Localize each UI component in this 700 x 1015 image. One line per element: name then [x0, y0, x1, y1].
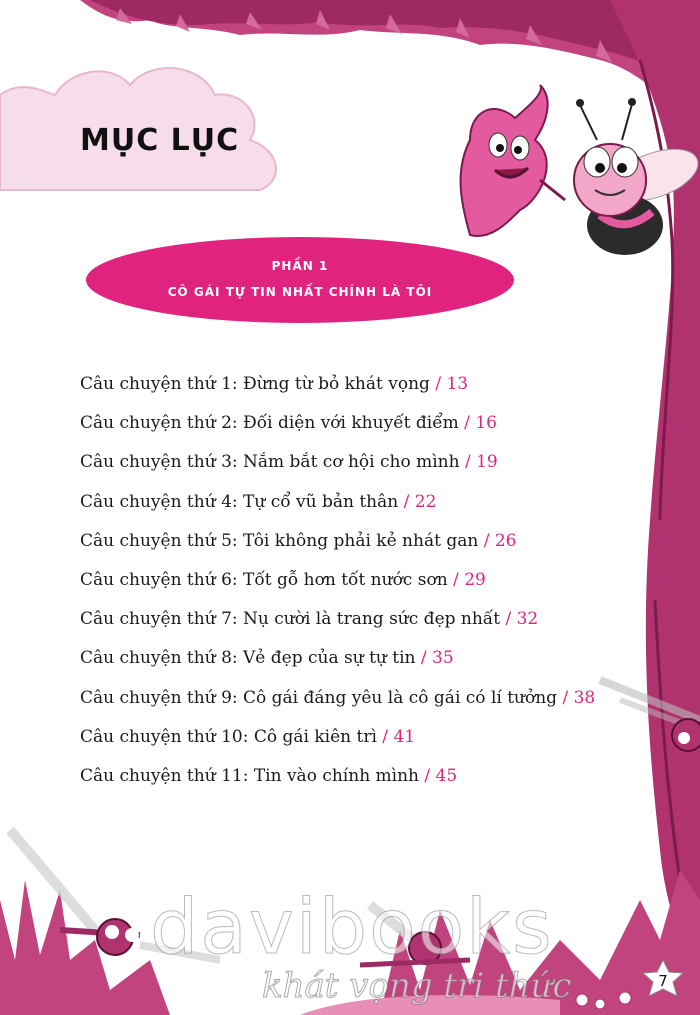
toc-item-title: Câu chuyện thứ 10: Cô gái kiên trì: [80, 726, 377, 747]
toc-separator: /: [500, 609, 517, 630]
toc-separator: /: [419, 765, 436, 786]
toc-item-title: Câu chuyện thứ 1: Đừng từ bỏ khát vọng: [80, 374, 430, 394]
page-number: 7: [658, 972, 668, 990]
part-label: PHẦN 1: [271, 259, 329, 273]
toc-item: [80, 688, 640, 727]
toc-item-title: Câu chuyện thứ 8: Vẻ đẹp của sự tự tin: [80, 648, 416, 669]
toc-separator: /: [478, 530, 495, 551]
toc-item-title: Câu chuyện thứ 7: Nụ cười là trang sức đẹp nhất: [80, 609, 501, 630]
toc-item: [80, 648, 640, 687]
toc-item-title: Câu chuyện thứ 6: Tốt gỗ hơn tốt nước sơn: [80, 569, 448, 590]
toc-item-title: Câu chuyện thứ 4: Tự cổ vũ bản thân: [80, 491, 399, 512]
toc-item: [80, 766, 640, 805]
toc-item-page: 29: [464, 569, 486, 590]
toc-separator: /: [557, 687, 574, 708]
toc-item-page: 32: [516, 609, 539, 630]
toc-separator: /: [398, 491, 415, 512]
toc-item: [80, 609, 640, 648]
toc-item-page: 16: [475, 413, 497, 434]
toc-separator: /: [429, 374, 447, 394]
toc-item-page: 38: [573, 687, 596, 708]
germ-character: [461, 85, 565, 236]
toc-item-page: 35: [432, 648, 454, 669]
page-title: MỤC LỤC: [80, 123, 240, 158]
toc-item-page: 19: [476, 452, 498, 473]
toc-item-page: 22: [414, 491, 437, 512]
toc-item-title: Câu chuyện thứ 5: Tôi không phải kẻ nhát gan: [80, 530, 479, 551]
toc-item: [80, 374, 640, 413]
toc-item: [80, 531, 640, 570]
toc-separator: /: [458, 413, 476, 434]
watermark-brand: davibooks: [150, 882, 554, 971]
toc-item-title: Câu chuyện thứ 9: Cô gái đáng yêu là cô gái có lí tưởng: [80, 687, 558, 708]
part-subtitle: CÔ GÁI TỰ TIN NHẤT CHÍNH LÀ TÔI: [167, 285, 433, 299]
toc-separator: /: [459, 452, 477, 473]
toc-item: [80, 492, 640, 531]
toc-item: [80, 452, 640, 491]
toc-separator: /: [376, 726, 394, 747]
toc-item: [80, 727, 640, 766]
toc-item-title: Câu chuyện thứ 11: Tin vào chính mình: [80, 765, 419, 786]
toc-separator: /: [415, 648, 433, 669]
toc-item: [80, 413, 640, 452]
toc-item-title: Câu chuyện thứ 2: Đối diện với khuyết điểm: [80, 413, 459, 434]
watermark-slogan: khát vọng tri thức: [262, 966, 572, 1006]
toc-item-page: 13: [446, 374, 469, 394]
toc-item-page: 26: [494, 530, 517, 551]
toc-item-page: 45: [435, 765, 458, 786]
toc-item: [80, 570, 640, 609]
toc-separator: /: [447, 569, 465, 590]
part-banner-shape: [86, 237, 514, 323]
toc-item-title: Câu chuyện thứ 3: Nắm bắt cơ hội cho mình: [80, 452, 460, 473]
table-of-contents: [80, 374, 640, 805]
toc-item-page: 41: [393, 726, 416, 747]
